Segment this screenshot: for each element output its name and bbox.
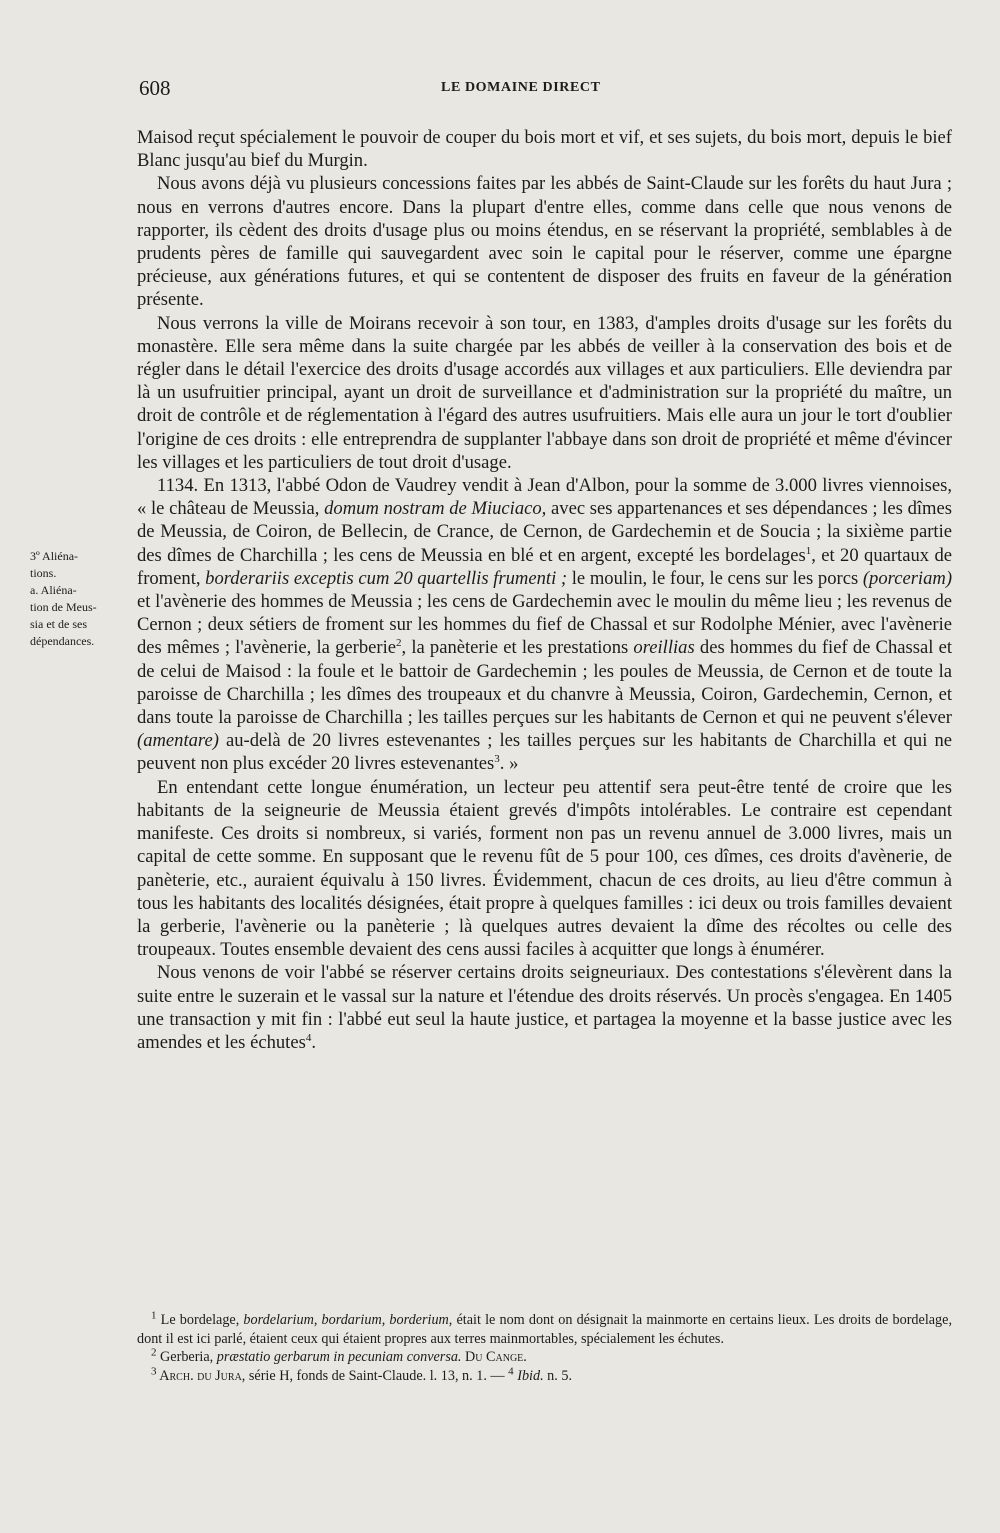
source-name: Arch. du Jura, [156, 1367, 246, 1384]
margin-note-line: tions. [30, 566, 57, 580]
footnote-1 [137, 1311, 952, 1348]
paragraph: Maisod reçut spécialement le pouvoir de couper du bois mort et vif, et ses sujets, du bois mort, depuis le bief Blanc jusqu'au bief du Murgin. [137, 127, 952, 172]
text-run: , et 20 quartaux de froment, [137, 544, 953, 589]
footnote-number: 3 [151, 1365, 157, 1378]
text-run: , la panèterie et les prestations [401, 637, 634, 659]
body-text [137, 126, 952, 1054]
footnote-ref: 1 [805, 544, 812, 557]
ibid: Ibid. [513, 1367, 544, 1384]
footnote-number: 1 [151, 1309, 157, 1322]
text-run: au-delà de 20 livres estevenantes ; les tailles perçues sur les habitants de Charchilla et qui ne peuvent non plus excéder 20 livres estevenantes [137, 730, 952, 775]
footnotes [137, 1311, 952, 1385]
latin-term: præstatio gerbarum in pecuniam conversa. [216, 1349, 462, 1366]
footnote-ref: 2 [395, 637, 402, 650]
footnote-2 [137, 1348, 952, 1367]
paragraph: Nous avons déjà vu plusieurs concessions faites par les abbés de Saint-Claude sur les forêts du haut Jura ; nous en verrons d'autres encore. Dans la plupart d'entre elles, comme dans celle que nous venons de rapporter, ils cèdent des droits d'usage plus ou moins étendus, en se réservant la propriété, semblables à de prudents pères de famille qui sauvegardent avec soin le capital pour le réserver, comme une épargne précieuse, aux générations futures, et qui se contentent de disposer des fruits en faveur de la génération présente. [137, 173, 952, 311]
latin-term: bordelarium, bordarium, borderium, [243, 1312, 453, 1328]
page-header [139, 76, 809, 100]
text-run: avec ses appartenances et ses dépendances ; les dîmes de Meussia, de Coiron, de Bellecin, de Crance, de Cernon, de Gardechemin et de Soucia ; la sixième partie des dîmes de Charchilla ; les cens de Meussia en blé et en argent, excepté les bordelages [137, 498, 952, 566]
margin-note [30, 548, 135, 650]
paragraph [137, 961, 952, 1054]
footnote-ref: 4 [305, 1031, 312, 1044]
text-run: 1134. En 1313, l'abbé Odon de Vaudrey vendit à Jean d'Albon, pour la somme de 3.000 livres viennoises, « le château de Meussia, [137, 475, 952, 520]
margin-note-line: tion de Meus- [30, 600, 97, 614]
footnote-number: 2 [151, 1346, 157, 1359]
text-run: n. 5. [543, 1367, 572, 1384]
running-title: LE DOMAINE DIRECT [441, 80, 601, 95]
paragraph: En entendant cette longue énumération, un lecteur peu attentif sera peut-être tenté de croire que les habitants de la seigneurie de Meussia étaient grevés d'impôts intolérables. Le contraire est cependant manifeste. Ces droits si nombreux, si variés, forment non pas un revenu annuel de 3.000 livres, mais un capital de cette somme. En supposant que le revenu fût de 5 pour 100, ces dîmes, ces droits d'avènerie, de panèterie, etc., auraient équivalu à 150 livres. Évidemment, chacun de ces droits, au lieu d'être commun à tous les habitants des localités désignées, était propre à quelques familles : ici deux ou trois familles devaient la gerberie, l'avènerie ou la panèterie ; là quelques autres devaient la dîme des récoltes ou celle des troupeaux. Toutes ensemble devaient des cens aussi faciles à acquitter que longs à énumérer. [137, 776, 952, 961]
text-run: série H, fonds de Saint-Claude. l. 13, n. 1. — [245, 1367, 509, 1384]
paragraph-1134 [137, 474, 952, 776]
latin-quote: borderariis exceptis cum 20 quartellis frumenti ; [205, 567, 568, 589]
footnote-number: 4 [508, 1365, 514, 1378]
page-number: 608 [139, 76, 171, 100]
margin-note-line: sia et de ses [30, 617, 87, 631]
text-run: et l'avènerie des hommes de Meussia ; les cens de Gardechemin avec le moulin du même lieu ; les revenus de Cernon ; deux sétiers de froment sur les hommes du fief de Chassal et sur Rodolphe Ménier, avec l'avènerie des mêmes ; l'avènerie, la gerberie [137, 591, 953, 659]
text-run: Le bordelage, [156, 1312, 244, 1328]
text-run: le moulin, le four, le cens sur les porcs [567, 567, 863, 589]
text-run: . [523, 1349, 527, 1366]
margin-note-line: 3º Aliéna- [30, 549, 79, 563]
latin-quote: domum nostram de Miuciaco, [324, 498, 547, 520]
footnote-3 [137, 1367, 952, 1386]
margin-note-line: dépendances. [30, 634, 95, 648]
source-name: Du Cange [465, 1349, 524, 1366]
text-run: Nous venons de voir l'abbé se réserver certains droits seigneuriaux. Des contestations s'élevèrent dans la suite entre le suzerain et le vassal sur la nature et l'étendue des droits réservés. Un procès s'engagea. En 1405 une transaction y mit fin : l'abbé eut seul la haute justice, et partagea la moyenne et la basse justice avec les amendes et les échutes [137, 962, 952, 1053]
text-run: . [311, 1031, 316, 1053]
text-run: Gerberia, [156, 1349, 217, 1366]
margin-note-line: a. Aliéna- [30, 583, 77, 597]
text-run: . » [499, 753, 519, 775]
latin-quote: (amentare) [137, 730, 219, 752]
latin-quote: oreillias [633, 637, 695, 659]
text-run: des hommes du fief de Chassal et de celui de Maisod : la foule et le battoir de Gardechemin ; les poules de Meussia, de Cernon et de toute la paroisse de Charchilla ; les dîmes des troupeaux et du chanvre à Meussia, Coiron, Gardechemin, Cernon, et dans toute la paroisse de Charchilla ; les tailles perçues sur les habitants de Cernon et qui ne peuvent s'élever [137, 637, 953, 729]
paragraph: Nous verrons la ville de Moirans recevoir à son tour, en 1383, d'amples droits d'usage sur les forêts du monastère. Elle sera même dans la suite chargée par les abbés de veiller à la conservation des bois et de régler dans le détail l'exercice des droits d'usage accordés aux villages et aux particuliers. Elle deviendra par là un usufruitier principal, ayant un droit de surveillance et d'administration sur la propriété du maître, un droit de contrôle et de réglementation à l'égard des autres usufruitiers. Mais elle aura un jour le tort d'oublier l'origine de ces droits : elle entreprendra de supplanter l'abbaye dans son droit de propriété et même d'évincer les villages et les particuliers de tout droit d'usage. [137, 312, 952, 473]
footnote-ref: 3 [494, 753, 500, 766]
latin-quote: (porceriam) [862, 567, 953, 589]
text-run: était le nom dont on désignait la mainmorte en certains lieux. Les droits de bordelage, dont il est ici parlé, étaient ceux qui étaient propres aux terres mainmortables, spécialement les échutes. [137, 1312, 952, 1347]
